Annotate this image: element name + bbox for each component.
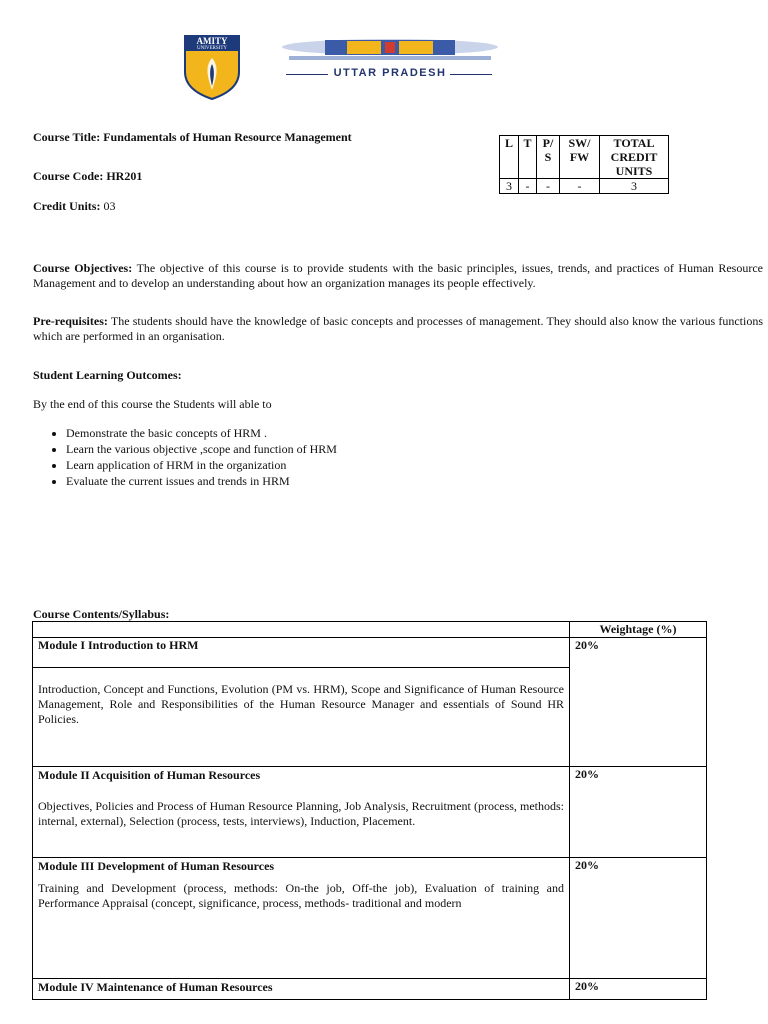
module-description: Training and Development (process, methods: On-the job, Off-the job), Evaluation of training and Performance Appraisal (concept, significance, process, methods- traditional and modern xyxy=(38,881,564,910)
course-title-label: Course Title: xyxy=(33,130,101,144)
outcomes-intro: By the end of this course the Students will able to xyxy=(33,397,272,411)
course-code-line xyxy=(33,169,142,184)
objectives-text: The objective of this course is to provide students with the basic principles, issues, trends, and practices of Human Resource Management and to develop an understanding about how an organization manages its people effectively. xyxy=(33,261,763,290)
weightage-header: Weightage (%) xyxy=(570,622,707,638)
credit-header-t: T xyxy=(519,136,537,179)
module-weightage: 20% xyxy=(570,767,707,858)
syllabus-heading: Course Contents/Syllabus: xyxy=(33,607,170,621)
prerequisites xyxy=(33,314,763,344)
module-title: Module IV Maintenance of Human Resources xyxy=(38,980,273,994)
credit-value-swfw: - xyxy=(560,179,600,194)
credit-header-ps: P/ S xyxy=(537,136,560,179)
outcome-item: • Learn the various objective ,scope and function of HRM xyxy=(66,442,633,457)
module-weightage: 20% xyxy=(570,638,707,767)
credit-header-l: L xyxy=(500,136,519,179)
credit-value-ps: - xyxy=(537,179,560,194)
course-code: HR201 xyxy=(106,169,143,183)
module-title: Module II Acquisition of Human Resources xyxy=(38,768,261,782)
outcomes-heading: Student Learning Outcomes: xyxy=(33,368,182,382)
module-row xyxy=(33,638,707,767)
credit-value-t: - xyxy=(519,179,537,194)
logo-text-bottom: UNIVERSITY xyxy=(197,46,227,51)
module-title: Module III Development of Human Resources xyxy=(38,859,275,873)
syllabus-header-blank xyxy=(33,622,570,638)
prereq-label: Pre-requisites: xyxy=(33,314,108,328)
module-row xyxy=(33,858,707,979)
outcome-item: • Demonstrate the basic concepts of HRM . xyxy=(66,426,633,441)
syllabus-header-row xyxy=(33,622,707,638)
syllabus-table xyxy=(32,621,707,1000)
credit-table-header-row xyxy=(500,136,669,179)
credit-distribution-table xyxy=(499,135,669,194)
course-code-label: Course Code: xyxy=(33,169,104,183)
module-row xyxy=(33,979,707,1000)
module-title: Module I Introduction to HRM xyxy=(33,638,569,668)
credit-header-swfw: SW/ FW xyxy=(560,136,600,179)
logo-text-top: AMITY xyxy=(196,36,228,46)
course-title-line xyxy=(33,130,352,145)
campus-name: UTTAR PRADESH xyxy=(333,67,447,79)
credit-units-label: Credit Units: xyxy=(33,199,101,213)
credit-value-l: 3 xyxy=(500,179,519,194)
module-description: Objectives, Policies and Process of Human Resource Planning, Job Analysis, Recruitment (process, methods: internal, external), Selection (process, tests, interviews), Induction, Placement. xyxy=(38,799,564,828)
module-row xyxy=(33,767,707,858)
module-cell xyxy=(33,979,570,1000)
outcome-item: • Learn application of HRM in the organization xyxy=(66,458,633,473)
objectives-label: Course Objectives: xyxy=(33,261,133,275)
logo-wordmark xyxy=(183,37,241,52)
module-description: Introduction, Concept and Functions, Evolution (PM vs. HRM), Scope and Significance of Human Resource Management, Role and Responsibilities of the Human Resource Manager and essentials of Sound HR Policies. xyxy=(38,682,564,726)
credit-header-total: TOTAL CREDIT UNITS xyxy=(600,136,669,179)
module-weightage: 20% xyxy=(570,858,707,979)
outcome-item: • Evaluate the current issues and trends in HRM xyxy=(66,474,633,489)
credit-value-total: 3 xyxy=(600,179,669,194)
course-objectives xyxy=(33,261,763,291)
module-weightage: 20% xyxy=(570,979,707,1000)
outcomes-list xyxy=(33,426,633,490)
module-cell xyxy=(33,638,570,767)
module-cell xyxy=(33,767,570,858)
course-title: Fundamentals of Human Resource Management xyxy=(103,130,352,144)
module-cell xyxy=(33,858,570,979)
credit-table-value-row xyxy=(500,179,669,194)
credit-units-value: 03 xyxy=(103,199,116,213)
credit-units-line xyxy=(33,199,115,214)
banner-rule-right xyxy=(450,74,492,75)
prereq-text: The students should have the knowledge of basic concepts and processes of management. They should also know the various functions which are performed in an organisation. xyxy=(33,314,763,343)
